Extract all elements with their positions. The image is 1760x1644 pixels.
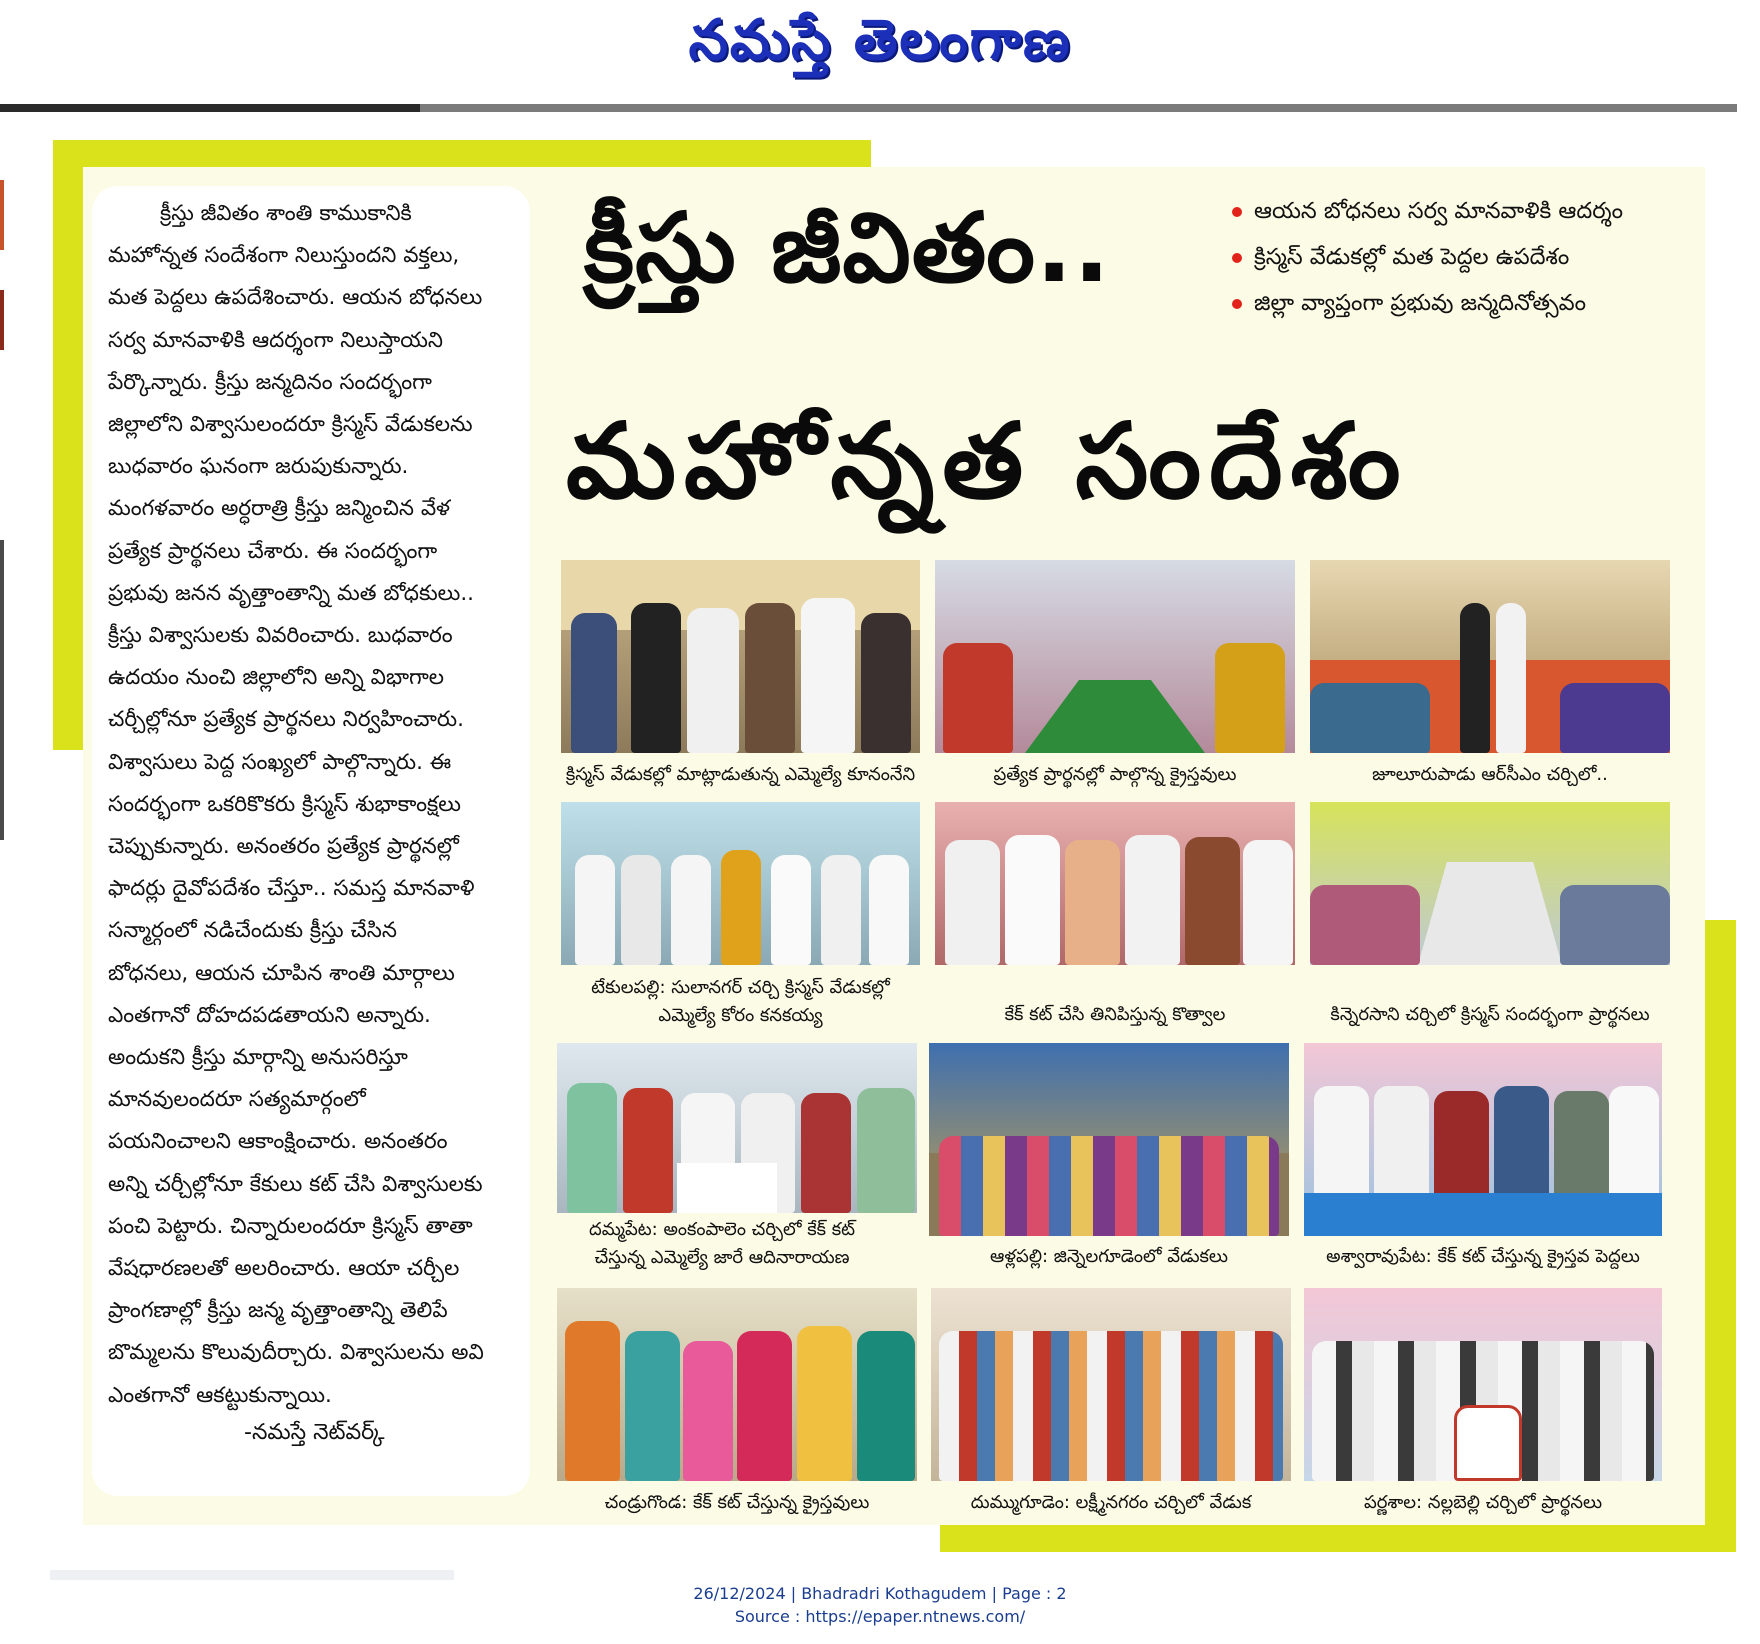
article-body-line: పంచి పెట్టారు. చిన్నారులందరూ క్రిస్మస్ తాతా (108, 1213, 473, 1239)
article-body-line: ఫాదర్లు దైవోపదేశం చేస్తూ.. సమస్త మానవాళి (108, 876, 475, 902)
article-body-line: ఉదయం నుంచి జిల్లాలోని అన్ని విభాగాల (108, 665, 445, 691)
article-body-line: అన్ని చర్చీల్లోనూ కేకులు కట్ చేసి విశ్వాసులకు (108, 1171, 483, 1197)
article-body-line: ప్రత్యేక ప్రార్థనలు చేశారు. ఈ సందర్భంగా (108, 538, 438, 564)
photo-caption: ప్రత్యేక ప్రార్థనల్లో పాల్గొన్న క్రైస్తవులు (993, 764, 1237, 785)
photo-caption: చండ్రుగొండ: కేక్ కట్ చేస్తున్న క్రైస్తవులు (604, 1492, 870, 1513)
article-body-line: విశ్వాసులు పెద్ద సంఖ్యలో పాల్గొన్నారు. ఈ (108, 749, 452, 775)
article-body-line: చెప్పుకున్నారు. అనంతరం ప్రత్యేక ప్రార్థనల్లో (108, 834, 459, 859)
article-body-line: సన్మార్గంలో నడిచేందుకు క్రీస్తు చేసిన (108, 918, 397, 944)
photo-caption: దుమ్ముగూడెం: లక్ష్మీనగరం చర్చిలో వేడుక (970, 1492, 1252, 1513)
article-body-line: జిల్లాలోని విశ్వాసులందరూ క్రిస్మస్ వేడుకలను (108, 412, 473, 437)
article-body-line: ఎంతగానో ఆకట్టుకున్నాయి. (108, 1382, 332, 1408)
photo-kinnerasani-church (1310, 802, 1670, 965)
article-body-line: ప్రభువు జనన వృత్తాంతాన్ని మత బోధకులు.. (108, 580, 475, 606)
article-body-line: మంగళవారం అర్ధరాత్రి క్రీస్తు జన్మించిన వేళ (108, 496, 451, 522)
article-body-line: ప్రాంగణాల్లో క్రీస్తు జన్మ వృత్తాంతాన్ని తెలిపే (108, 1298, 448, 1324)
photo-chandrugonda-cake (557, 1288, 917, 1481)
masthead (0, 0, 1760, 104)
photo-caption: జూలూరుపాడు ఆర్‌సీఎం చర్చిలో.. (1372, 764, 1608, 785)
article-body-line: మహోన్నత సందేశంగా నిలుస్తుందని వక్తలు, (108, 243, 460, 269)
photo-aswaraopeta-cake (1304, 1043, 1662, 1236)
article-body-line: వేషధారణలతో అలరించారు. ఆయా చర్చీల (108, 1256, 460, 1281)
photo-caption: ఆళ్లపల్లి: జిన్నెలగూడెంలో వేడుకలు (990, 1246, 1228, 1267)
photo-special-prayers (935, 560, 1295, 753)
article-byline: -నమస్తే నెట్‌వర్క్ (244, 1420, 385, 1445)
article-body-line: అందుకని క్రీస్తు మార్గాన్ని అనుసరిస్తూ (108, 1045, 408, 1070)
headline-line-1: క్రీస్తు జీవితం.. (584, 192, 1111, 304)
article-body-line: మానవులందరూ సత్యమార్గంలో (108, 1087, 366, 1113)
photo-mla-speaking (561, 560, 920, 753)
photo-caption: దమ్మపేట: అంకంపాలెం చర్చిలో కేక్ కట్ చేస్తున్న ఎమ్మెల్యే జారే ఆదినారాయణ (588, 1219, 856, 1268)
photo-parnasala-prayers (1304, 1288, 1662, 1481)
article-body-line: పయనించాలని ఆకాంక్షించారు. అనంతరం (108, 1129, 448, 1155)
article-body-line: పేర్కొన్నారు. క్రీస్తు జన్మదినం సందర్భంగా (108, 369, 432, 395)
article-body-line: క్రీస్తు విశ్వాసులకు వివరించారు. బుధవారం (108, 623, 453, 648)
photo-caption: క్రిస్మస్ వేడుకల్లో మాట్లాడుతున్న ఎమ్మెల్యే కూనంనేని (565, 764, 916, 785)
photo-caption: కేక్ కట్ చేసి తినిపిస్తున్న కొత్వాల (1004, 1004, 1226, 1025)
masthead-rule-dark (0, 104, 420, 112)
article-body-line: బుధవారం ఘనంగా జరుపుకున్నారు. (108, 454, 409, 480)
highlight-item: క్రిస్మస్ వేడుకల్లో మత పెద్దల ఉపదేశం (1232, 244, 1569, 275)
photo-allapalli-celebration (929, 1043, 1289, 1236)
article-body-line: బొమ్మలను కొలువుదీర్చారు. విశ్వాసులను అవి (108, 1340, 484, 1366)
photo-julurupadu-church (1310, 560, 1670, 753)
photo-caption: అశ్వారావుపేట: కేక్ కట్ చేస్తున్న క్రైస్తవ పెద్దలు (1326, 1246, 1640, 1267)
page-bottom-strip (50, 1570, 454, 1580)
article-body-line: ఎంతగానో దోహదపడతాయని అన్నారు. (108, 1002, 431, 1028)
article-body-line: చర్చీల్లోనూ ప్రత్యేక ప్రార్థనలు నిర్వహించారు. (108, 707, 464, 733)
highlight-item: ఆయన బోధనలు సర్వ మానవాళికి ఆదర్శం (1232, 198, 1623, 229)
article-body-line: మత పెద్దలు ఉపదేశించారు. ఆయన బోధనలు (108, 285, 483, 311)
photo-tekulapalli-mla (561, 802, 920, 965)
bullet-dot-icon (1232, 207, 1242, 217)
photo-caption: పర్ణశాల: నల్లబెల్లి చర్చిలో ప్రార్థనలు (1363, 1492, 1603, 1513)
article-body-line: సందర్భంగా ఒకరికొకరు క్రిస్మస్ శుభాకాంక్షలు (108, 791, 461, 817)
page-footer-source: Source : https://epaper.ntnews.com/ (734, 1607, 1026, 1626)
photo-caption: కిన్నెరసాని చర్చిలో క్రిస్మస్ సందర్భంగా ప్రార్థనలు (1330, 1004, 1650, 1025)
photo-dammapeta-cake (557, 1043, 917, 1213)
page-footer-dateline: 26/12/2024 | Bhadradri Kothagudem | Page : 2 (693, 1584, 1067, 1603)
bullet-dot-icon (1232, 299, 1242, 309)
masthead-rule-grey (420, 104, 1737, 112)
adjacent-page-edge (0, 140, 14, 1580)
newspaper-logo: నమస్తే తెలంగాణ (688, 8, 1072, 73)
photo-caption: టేకులపల్లి: సులానగర్ చర్చి క్రిస్మస్ వేడుకల్లో ఎమ్మెల్యే కోరం కనకయ్య (591, 977, 890, 1026)
article-body-line: సర్వ మానవాళికి ఆదర్శంగా నిలుస్తాయని (108, 327, 443, 353)
photo-cake-feeding (935, 802, 1295, 965)
article-body-line: క్రీస్తు జీవితం శాంతి కాముకానికి (160, 201, 412, 226)
article-body-line: బోధనలు, ఆయన చూపిన శాంతి మార్గాలు (108, 960, 455, 986)
headline-line-2: మహోన్నత సందేశం (566, 400, 1409, 522)
highlight-item: జిల్లా వ్యాప్తంగా ప్రభువు జన్మదినోత్సవం (1232, 290, 1586, 321)
bullet-dot-icon (1232, 253, 1242, 263)
photo-dummugudem-celebration (931, 1288, 1291, 1481)
